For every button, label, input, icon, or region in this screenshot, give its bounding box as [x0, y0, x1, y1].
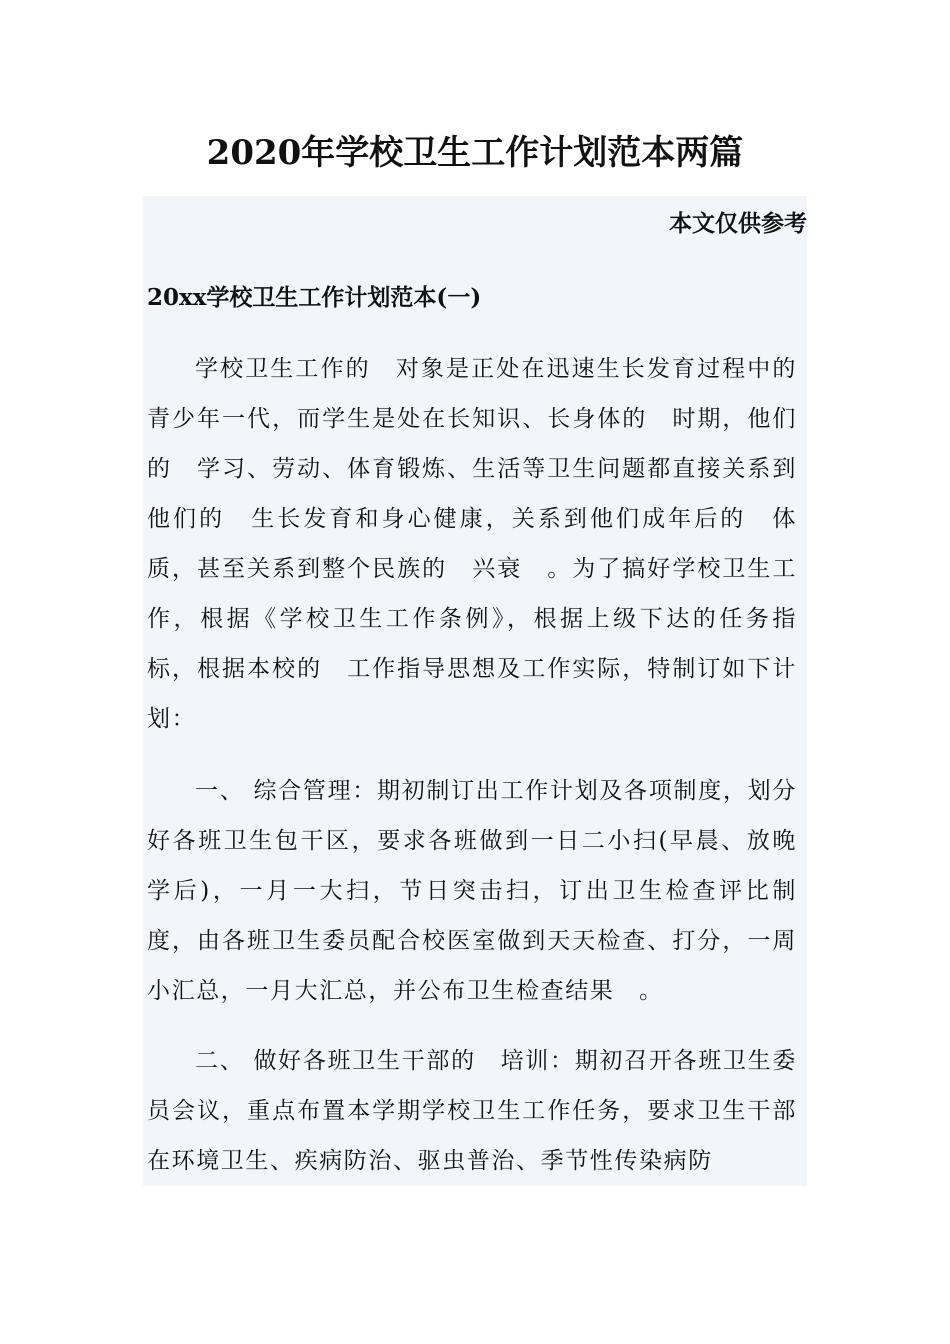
section-subtitle: 20xx学校卫生工作计划范本(一)	[147, 284, 482, 311]
document-title: 2020年学校卫生工作计划范本两篇	[206, 133, 744, 173]
paragraph-intro: 学校卫生工作的 对象是正处在迅速生长发育过程中的 青少年一代，而学生是处在长知识、长身体的 时期，他们的 学习、劳动、体育锻炼、生活等卫生问题都直接关系到他们的 生长发育和身心健康，关系到他们成年后的 体质，甚至关系到整个民族的 兴衰 。为了搞好学校卫生工作，根据《学校卫生工作条例》，根据上级下达的任务指标，根据本校的 工作指导思想及工作实际，特制订如下计划：	[147, 356, 822, 732]
reference-note: 本文仅供参考	[669, 210, 807, 237]
document-body	[143, 196, 822, 1186]
paragraph-comprehensive-management: 一、 综合管理：期初制订出工作计划及各项制度，划分好各班卫生包干区，要求各班做到一日二小扫(早晨、放晚学后)，一月一大扫，节日突击扫，订出卫生检查评比制度，由各班卫生委员配合校医室做到天天检查、打分，一周小汇总，一月大汇总，并公布卫生检查结果 。	[147, 778, 797, 1004]
paragraph-health-cadre-training: 二、 做好各班卫生干部的 培训：期初召开各班卫生委员会议，重点布置本学期学校卫生工作任务，要求卫生干部在环境卫生、疾病防治、驱虫普治、季节性传染病防	[147, 1048, 797, 1174]
